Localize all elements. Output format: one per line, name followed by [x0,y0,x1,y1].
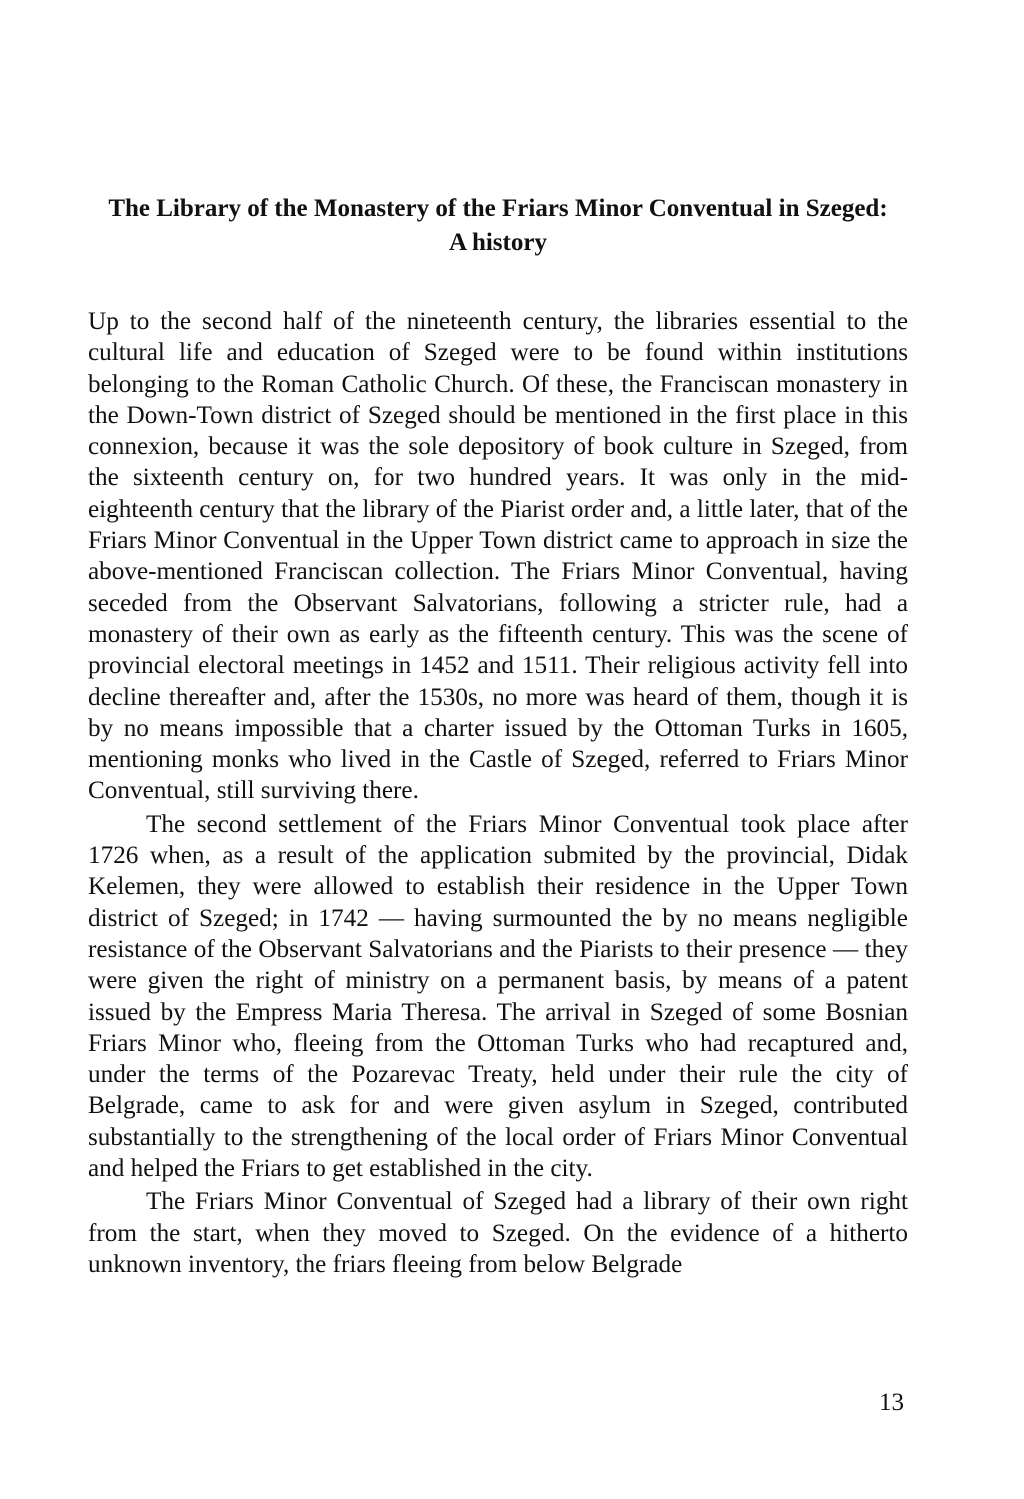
page-title [88,192,908,260]
title-line-2: A history [449,229,547,256]
paragraph-1: Up to the second half of the nineteenth century, the libraries essential to the cultural life and education of Szeged were to be found within institutions belonging to the Roman Catholic Church. Of these, the Franciscan monastery in the Down-Town district of Szeged should be mentioned in the first place in this connexion, because it was the sole depository of book culture in Szeged, from the sixteenth century on, for two hundred years. It was only in the mid-eighteenth century that the library of the Piarist order and, a little later, that of the Friars Minor Conventual in the Upper Town district came to approach in size the above-mentioned Franciscan collection. The Friars Minor Conventual, having seceded from the Observant Salvatorians, following a stricter rule, had a monastery of their own as early as the fifteenth century. This was the scene of provincial electoral meetings in 1452 and 1511. Their religious activity fell into decline thereafter and, after the 1530s, no more was heard of them, though it is by no means impossible that a charter issued by the Ottoman Turks in 1605, mentioning monks who lived in the Castle of Szeged, referred to Friars Minor Conventual, still surviving there. [88,308,908,805]
page-number: 13 [879,1389,904,1416]
body-text [88,306,908,1280]
title-line-1: The Library of the Monastery of the Friars Minor Conventual in Szeged: [108,195,888,222]
paragraph-3: The Friars Minor Conventual of Szeged had a library of their own right from the start, when they moved to Szeged. On the evidence of a hitherto unknown inventory, the friars fleeing from below Belgrade [88,1188,908,1278]
paragraph-2: The second settlement of the Friars Minor Conventual took place after 1726 when, as a result of the application submited by the provincial, Didak Kelemen, they were allowed to establish their residence in the Upper Town district of Szeged; in 1742 — having surmounted the by no means negligible resistance of the Observant Salvatorians and the Piarists to their presence — they were given the right of ministry on a permanent basis, by means of a patent issued by the Empress Maria Theresa. The arrival in Szeged of some Bosnian Friars Minor who, fleeing from the Ottoman Turks who had recaptured and, under the terms of the Pozarevac Treaty, held under their rule the city of Belgrade, came to ask for and were given asylum in Szeged, contributed substantially to the strengthening of the local order of Friars Minor Conventual and helped the Friars to get established in the city. [88,810,908,1183]
page-content [88,192,908,1280]
